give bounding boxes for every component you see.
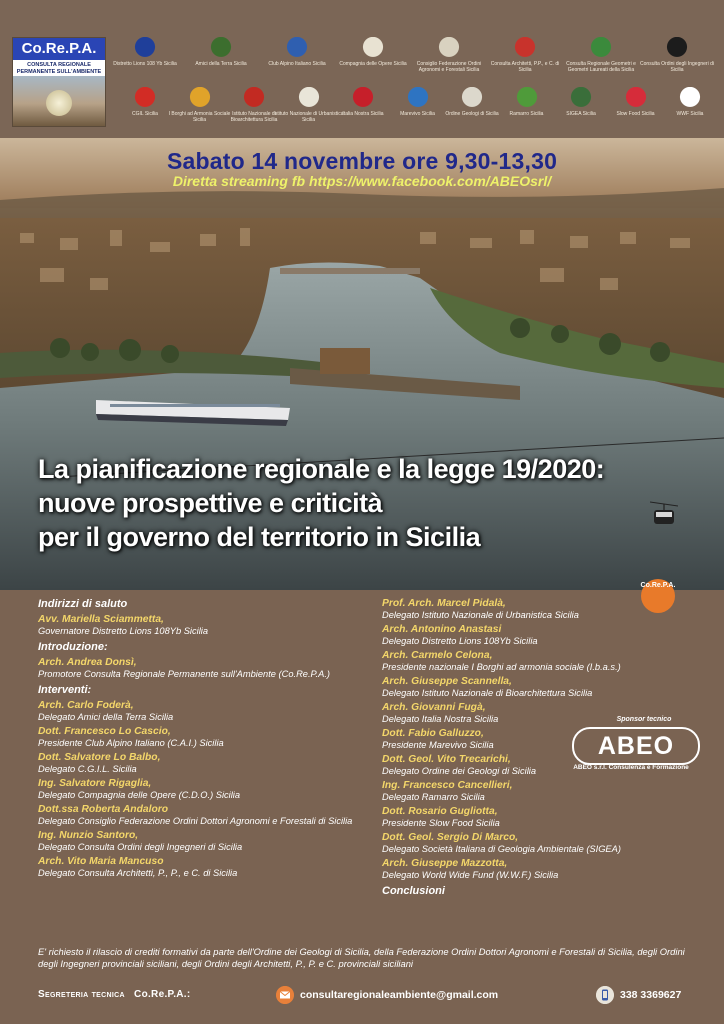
corepa-logo-subtitle: CONSULTA REGIONALE PERMANENTE SULL'AMBIENTE — [16, 62, 102, 75]
italia-nostra-logo — [350, 87, 376, 109]
partner-logo-caption: Slow Food Sicilia — [616, 111, 655, 117]
partner-logo-caption: Marevivo Sicilia — [400, 111, 435, 117]
speaker-name: Dott. Geol. Vito Trecarichi, — [382, 754, 511, 765]
sicily-emblem-icon — [46, 90, 72, 116]
credits-note: E' richiesto il rilascio di crediti formativi da parte dell'Ordine dei Geologi di Sicilia, della Federazione Ordini Dottori Agronomi e Forestali di Sicilia, degli Ordini degli Ingegneri provinciali siciliani, degli Ordini degli Architetti, P., P. e C. provinciali siciliani — [38, 946, 685, 969]
partner-logo — [640, 36, 714, 80]
speaker-entry — [382, 650, 712, 673]
event-title — [38, 452, 708, 554]
contact-email[interactable]: consultaregionaleambiente@gmail.com — [300, 989, 499, 1001]
speaker-entry — [382, 832, 712, 855]
speaker-name: Dott. Geol. Sergio Di Marco, — [382, 832, 519, 843]
slow-food-logo — [623, 87, 649, 109]
partner-logo-caption: Club Alpino Italiano Sicilia — [268, 61, 326, 67]
speaker-entry — [382, 598, 712, 621]
speaker-role: Delegato Distretto Lions 108Yb Sicilia — [382, 636, 538, 646]
speaker-entry — [38, 726, 368, 749]
email-icon — [276, 986, 294, 1004]
partner-logo-caption: Istituto Nazionale di Bioarchitettura Sicilia — [230, 111, 278, 123]
event-title-line-2: nuove prospettive e criticità — [38, 488, 383, 518]
speaker-role: Promotore Consulta Regionale Permanente sull'Ambiente (Co.Re.P.A.) — [38, 669, 331, 679]
speaker-entry — [382, 858, 712, 881]
speaker-role: Delegato Istituto Nazionale di Urbanistica Sicilia — [382, 610, 579, 620]
partner-logo-caption: I Borghi ad Armonia Sociale Sicilia — [168, 111, 231, 123]
speaker-role: Presidente Marevivo Sicilia — [382, 740, 494, 750]
partner-logo-band — [0, 0, 724, 138]
speaker-name: Ing. Salvatore Rigaglia, — [38, 778, 152, 789]
partner-logos-row-2 — [108, 86, 718, 130]
geometri-logo — [588, 37, 614, 59]
segreteria-org: Co.Re.P.A.: — [134, 989, 191, 1000]
speaker-entry — [382, 806, 712, 829]
borghi-logo — [187, 87, 213, 109]
lions-logo — [132, 37, 158, 59]
speaker-role: Delegato Compagnia delle Opere (C.D.O.) Sicilia — [38, 790, 241, 800]
partner-logo — [336, 36, 410, 80]
sigea-logo — [568, 87, 594, 109]
wwf-logo — [677, 87, 703, 109]
speaker-name: Dott.ssa Roberta Andaloro — [38, 804, 169, 815]
speaker-role: Delegato Società Italiana di Geologia Ambientale (SIGEA) — [382, 844, 621, 854]
partner-logo-caption: Italia Nostra Sicilia — [342, 111, 384, 117]
speaker-name: Dott. Francesco Lo Cascio, — [38, 726, 171, 737]
inu-logo — [296, 87, 322, 109]
speaker-role: Delegato Istituto Nazionale di Bioarchitettura Sicilia — [382, 688, 593, 698]
partner-logos-row-1 — [108, 36, 718, 80]
partner-logo-caption: WWF Sicilia — [676, 111, 704, 117]
program-section-heading: Indirizzi di saluto — [38, 598, 128, 610]
partner-logo-caption: Amici della Terra Sicilia — [195, 61, 247, 67]
sponsor-block — [556, 716, 696, 776]
ingegneri-logo — [664, 37, 690, 59]
partner-logo-caption: Consiglio Federazione Ordini Agronomi e Forestali Sicilia — [416, 61, 482, 73]
program-section-heading: Conclusioni — [382, 885, 445, 897]
cable-car-icon — [650, 500, 678, 528]
speaker-entry — [382, 676, 712, 699]
speaker-entry — [38, 657, 368, 680]
speaker-role: Presidente Slow Food Sicilia — [382, 818, 500, 828]
speaker-name: Ing. Nunzio Santoro, — [38, 830, 139, 841]
speaker-entry — [38, 614, 368, 637]
agronomi-logo — [436, 37, 462, 59]
speaker-role: Delegato Consulta Ordini degli Ingegneri di Sicilia — [38, 842, 243, 852]
speaker-role: Governatore Distretto Lions 108Yb Sicilia — [38, 626, 209, 636]
speaker-role: Delegato Amici della Terra Sicilia — [38, 712, 174, 722]
abeo-subtitle: ABEO s.r.l. Consulenza e Formazione — [573, 764, 689, 771]
geologi-logo — [459, 87, 485, 109]
segreteria-label-text: Segreteria tecnica — [38, 989, 125, 1000]
partner-logo-caption: Distretto Lions 108 Yb Sicilia — [113, 61, 177, 67]
partner-logo — [653, 86, 724, 130]
event-date-time: Sabato 14 novembre ore 9,30-13,30 — [166, 148, 558, 174]
inbar-logo — [241, 87, 267, 109]
partner-logo-caption: Consulta Ordini degli Ingegneri di Sicilia — [640, 61, 714, 73]
partner-logo — [564, 36, 638, 80]
speaker-name: Arch. Giovanni Fugà, — [382, 702, 486, 713]
speaker-name: Arch. Vito Maria Mancuso — [38, 856, 164, 867]
corepa-logo — [12, 37, 106, 127]
partner-logo-caption: Ramarro Sicilia — [509, 111, 544, 117]
event-title-line-1: La pianificazione regionale e la legge 19/2020: — [38, 454, 605, 484]
footer — [0, 980, 724, 1010]
speaker-entry — [38, 856, 368, 879]
speaker-role: Delegato World Wide Fund (W.W.F.) Sicilia — [382, 870, 559, 880]
speaker-name: Prof. Arch. Marcel Pidalà, — [382, 598, 506, 609]
speaker-name: Dott. Fabio Galluzzo, — [382, 728, 484, 739]
partner-logo — [108, 36, 182, 80]
cai-logo — [284, 37, 310, 59]
speaker-role: Delegato Consulta Architetti, P., P., e C. di Sicilia — [38, 868, 238, 878]
speaker-role: Delegato Ordine dei Geologi di Sicilia — [382, 766, 537, 776]
speaker-name: Avv. Mariella Sciammetta, — [38, 614, 164, 625]
speaker-role: Delegato Ramarro Sicilia — [382, 792, 485, 802]
ramarro-logo — [514, 87, 540, 109]
phone-icon — [596, 986, 614, 1004]
speaker-name: Arch. Carmelo Celona, — [382, 650, 493, 661]
sponsor-label: Sponsor tecnico — [616, 716, 672, 723]
speaker-role: Delegato Italia Nostra Sicilia — [382, 714, 499, 724]
speaker-name: Arch. Giuseppe Mazzotta, — [382, 858, 508, 869]
partner-logo-caption: Ordine Geologi di Sicilia — [445, 111, 499, 117]
corepa-logo-title: Co.Re.P.A. — [13, 38, 105, 60]
speaker-entry — [382, 624, 712, 647]
cgil-logo — [132, 87, 158, 109]
speaker-name: Arch. Antonino Anastasi — [382, 624, 502, 635]
partner-logo — [260, 36, 334, 80]
streaming-link[interactable]: Diretta streaming fb https://www.facebook.com/ABEOsrl/ — [172, 173, 552, 189]
amici-terra-logo — [208, 37, 234, 59]
speaker-name: Dott. Salvatore Lo Balbo, — [38, 752, 161, 763]
abeo-logo: ABEO — [572, 727, 700, 765]
contact-phone[interactable]: 338 3369627 — [620, 989, 682, 1001]
speaker-name: Ing. Francesco Cancellieri, — [382, 780, 513, 791]
marevivo-logo — [405, 87, 431, 109]
partner-logo-caption: Consulta Regionale Geometri e Geometri Laureati della Sicilia — [566, 61, 636, 73]
speaker-name: Arch. Giuseppe Scannella, — [382, 676, 512, 687]
speaker-entry — [38, 804, 368, 827]
partner-logo — [184, 36, 258, 80]
partner-logo — [488, 36, 562, 80]
speaker-entry — [38, 830, 368, 853]
event-title-line-3: per il governo del territorio in Sicilia — [38, 522, 481, 552]
corepa-mini-logo-text: Co.Re.P.A. — [640, 582, 676, 589]
segreteria-label — [38, 989, 191, 1000]
speaker-entry — [38, 752, 368, 775]
speaker-name: Arch. Carlo Foderà, — [38, 700, 134, 711]
partner-logo-caption: CGIL Sicilia — [132, 111, 158, 117]
speaker-role: Presidente nazionale I Borghi ad armonia sociale (I.b.a.s.) — [382, 662, 621, 672]
speaker-role: Delegato Consiglio Federazione Ordini Dottori Agronomi e Forestali di Sicilia — [38, 816, 353, 826]
program-section-heading: Interventi: — [38, 684, 92, 696]
partner-logo-caption: Istituto Nazionale di Urbanistica Sicilia — [273, 111, 344, 123]
speaker-role: Delegato C.G.I.L. Sicilia — [38, 764, 137, 774]
program-section-heading: Introduzione: — [38, 641, 108, 653]
speaker-entry — [382, 780, 712, 803]
partner-logo-caption: SIGEA Sicilia — [566, 111, 596, 117]
speaker-name: Arch. Andrea Donsì, — [38, 657, 137, 668]
cdo-logo — [360, 37, 386, 59]
architetti-logo — [512, 37, 538, 59]
speaker-name: Dott. Rosario Gugliotta, — [382, 806, 498, 817]
partner-logo — [412, 36, 486, 80]
speaker-entry — [38, 700, 368, 723]
partner-logo-caption: Compagnia delle Opere Sicilia — [339, 61, 407, 67]
partner-logo-caption: Consulta Architetti, P.P., e C. di Sicilia — [490, 61, 560, 73]
program-left-column — [38, 598, 368, 882]
speaker-entry — [38, 778, 368, 801]
speaker-role: Presidente Club Alpino Italiano (C.A.I.) Sicilia — [38, 738, 224, 748]
